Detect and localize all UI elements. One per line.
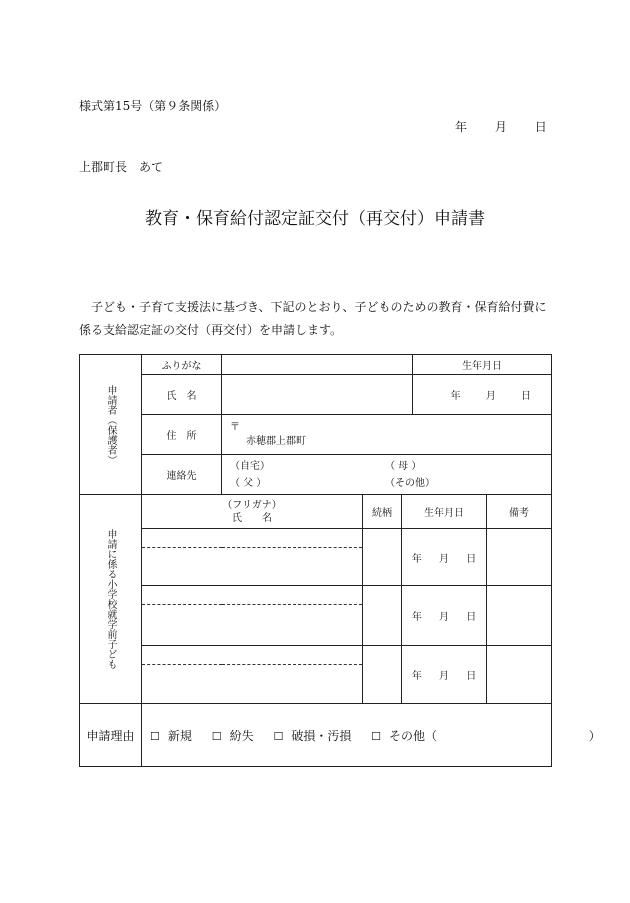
reason-option-damaged[interactable] [273, 729, 359, 743]
child-1-furigana-field[interactable] [142, 529, 363, 548]
address-label: 住 所 [142, 415, 222, 455]
contact-father: （ 父 ） [230, 477, 267, 489]
child-3-birth-month: 月 [439, 671, 449, 682]
child-birth-header: 生年月日 [402, 495, 487, 529]
applicant-contact-field[interactable] [222, 455, 552, 495]
contact-label: 連絡先 [142, 455, 222, 495]
checkbox-icon: ☐ [273, 729, 284, 743]
reason-option-lost-label: 紛失 [229, 728, 254, 743]
date-year: 年 [455, 120, 468, 134]
applicant-address-field[interactable] [222, 415, 552, 455]
child-2-birth-day: 日 [466, 612, 477, 623]
birth-date-label: 生年月日 [413, 355, 552, 375]
contact-home: （自宅） [230, 460, 270, 472]
furigana-label: ふりがな [142, 355, 222, 375]
body-text: 子ども・子育て支援法に基づき、下記のとおり、子どものための教育・保育給付費に係る支給認定証の交付（再交付）を申請します。 [79, 300, 547, 337]
child-3-birth-field[interactable] [402, 646, 487, 704]
remarks-header: 備考 [487, 495, 552, 529]
child-2-birth-field[interactable] [402, 586, 487, 646]
child-1-birth-field[interactable] [402, 529, 487, 586]
checkbox-icon: ☐ [150, 729, 160, 743]
child-furigana-header: （フリガナ） [222, 499, 282, 511]
reason-option-new-label: 新規 [167, 728, 192, 743]
reason-label: 申請理由 [80, 704, 142, 767]
child-1-name-field[interactable] [142, 548, 363, 586]
contact-other: （その他） [385, 477, 435, 489]
date-day: 日 [534, 120, 547, 134]
addressee: 上郡町長 あて [79, 160, 164, 174]
child-3-relation-field[interactable] [363, 646, 402, 704]
child-1-relation-field[interactable] [363, 529, 402, 586]
child-2-birth-month: 月 [439, 612, 449, 623]
reason-option-other-label: その他（ [389, 728, 438, 743]
reason-option-new[interactable] [150, 729, 200, 743]
child-2-birth-year: 年 [411, 612, 422, 623]
application-form-table [79, 354, 601, 767]
postal-mark: 〒 [230, 421, 240, 433]
birth-day: 日 [521, 391, 532, 402]
contact-mother: （ 母 ） [385, 460, 422, 472]
applicant-section-label: 申請者（保護者） [80, 355, 142, 495]
address-value: 赤穂郡上郡町 [246, 435, 306, 447]
child-1-remarks-field[interactable] [487, 529, 552, 586]
child-3-name-field[interactable] [142, 665, 363, 704]
form-number: 様式第15号（第９条関係） [79, 99, 227, 113]
children-section-label: 申請に係る小学校就学前子ども [80, 495, 142, 704]
child-1-birth-day: 日 [466, 553, 477, 565]
child-name-header [142, 495, 363, 529]
child-2-name-field[interactable] [142, 605, 363, 646]
relation-header: 続柄 [363, 495, 402, 529]
child-1-birth-year: 年 [411, 553, 422, 565]
reason-option-lost[interactable] [212, 729, 262, 743]
applicant-furigana-field[interactable] [222, 355, 413, 375]
child-2-furigana-field[interactable] [142, 586, 363, 605]
application-date [455, 118, 547, 135]
reason-closing-paren: ） [588, 728, 601, 743]
document-title: 教育・保育給付認定証交付（再交付）申請書 [145, 209, 485, 229]
reason-option-other[interactable] [371, 729, 445, 743]
checkbox-icon: ☐ [371, 729, 382, 743]
child-3-furigana-field[interactable] [142, 646, 363, 665]
reason-options [142, 704, 601, 767]
date-month: 月 [494, 120, 507, 134]
birth-month: 月 [485, 391, 496, 402]
child-3-remarks-field[interactable] [487, 646, 552, 704]
child-3-birth-year: 年 [411, 671, 422, 682]
birth-year: 年 [450, 391, 461, 402]
applicant-birth-date-field[interactable] [413, 375, 552, 415]
child-name-header-text: 氏 名 [232, 512, 272, 524]
child-1-birth-month: 月 [439, 553, 449, 565]
child-2-relation-field[interactable] [363, 586, 402, 646]
child-3-birth-day: 日 [466, 671, 477, 682]
checkbox-icon: ☐ [211, 729, 222, 743]
reason-option-damaged-label: 破損・汚損 [291, 728, 352, 743]
child-2-remarks-field[interactable] [487, 586, 552, 646]
name-label: 氏 名 [142, 375, 222, 415]
applicant-name-field[interactable] [222, 375, 413, 415]
